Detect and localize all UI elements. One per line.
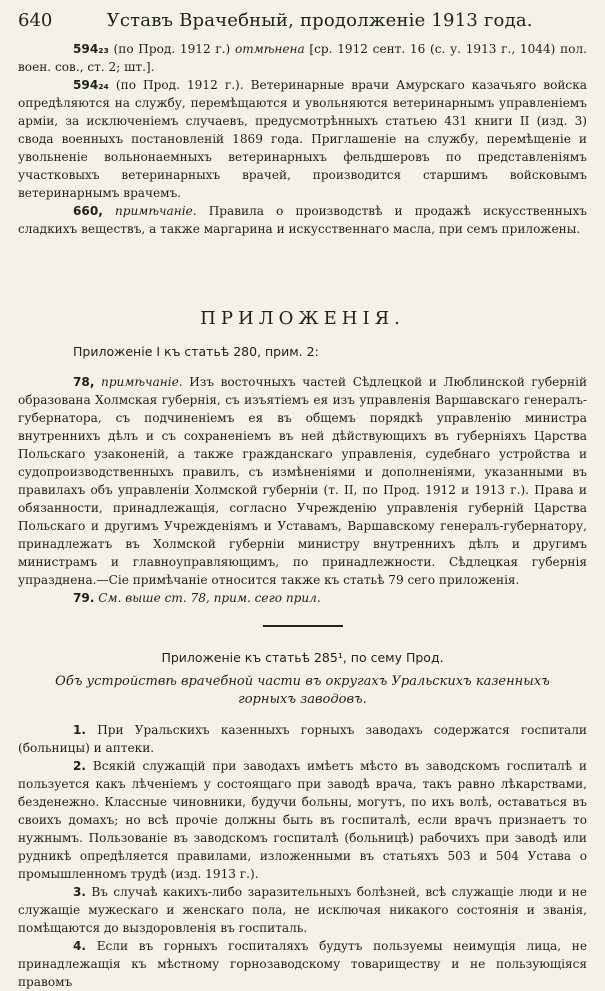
paragraph-text: (по Прод. 1912 г.) <box>113 42 235 56</box>
section-divider <box>263 625 343 627</box>
article-number: 78, <box>73 375 95 389</box>
paragraph-italic: примѣчаніе. <box>101 375 183 389</box>
paragraph-text: (по Прод. 1912 г.). Ветеринарные врачи Амурскаго казачьяго войска опредѣляются на службу, перемѣщаются и увольняются ветеринарнымъ управленіемъ арміи, за исключеніемъ случаевъ, предусмотрѣнныхъ статьею 431 книги II (изд. 3) свода военныхъ постановленій 1869 года. Приглашеніе на службу, перемѣщеніе и увольненіе вольнонаемныхъ ветеринарныхъ фельдшеровъ по представленіямъ участковыхъ ветеринарныхъ врачей, производится старшимъ войсковымъ ветеринарнымъ врачемъ. <box>18 78 587 200</box>
section-title: ПРИЛОЖЕНІЯ. <box>200 308 405 329</box>
list-item <box>18 883 587 937</box>
article-number: 79. <box>73 591 95 605</box>
paragraph-text: Правила о производствѣ и продажѣ искусственныхъ сладкихъ веществъ, а также маргарина и искусственнаго масла, при семъ приложены. <box>18 204 587 236</box>
article-number: 660, <box>73 204 103 218</box>
page-number: 640 <box>18 9 53 31</box>
paragraph-text: Изъ восточныхъ частей Сѣдлецкой и Люблинской губерній образована Холмская губернія, съ изъятіемъ ея изъ управленія Варшавскаго генералъ-губернатора, съ подчиненіемъ ея въ общемъ порядкѣ управленію министра внутреннихъ дѣлъ и съ сохраненіемъ въ ней дѣйствующихъ въ губерніяхъ Царства Польскаго узаконеній, а также гражданскаго управленія, судебнаго устройства и судопроизводственныхъ правилъ, съ измѣненіями и дополненіями, указанными въ правилахъ объ управленіи Холмской губерніи (т. II, по Прод. 1912 и 1913 г.). Права и обязанности, принадлежащія, согласно Учрежденію управленія губерній Царства Польскаго и другимъ Учрежденіямъ и Уставамъ, Варшавскому генералъ-губернатору, принадлежатъ въ Холмской губерніи министру внутреннихъ дѣлъ и другимъ министрамъ и главноуправляющимъ, по принадлежности. Сѣдлецкая губернія упразднена.—Сіе примѣчаніе относится также къ статьѣ 79 сего приложенія. <box>18 375 587 587</box>
item-text: При Уральскихъ казенныхъ горныхъ заводахъ содержатся госпитали (больницы) и аптеки. <box>18 723 587 755</box>
paragraph-text: [ср. 1912 сент. 16 (с. у. 1913 г., 1044) пол. воен. сов., ст. 2; шт.]. <box>18 42 587 74</box>
item-text: Въ случаѣ какихъ-либо заразительныхъ болѣзней, всѣ служащіе люди и не служащіе мужескаго и женскаго пола, не исключая никакого состоянія и званія, помѣщаются до выздоровленія въ госпиталь. <box>18 885 587 935</box>
item-number: 2. <box>73 759 87 773</box>
appendix-2-title: Приложеніе къ статьѣ 285¹, по сему Прод. <box>161 650 444 665</box>
item-number: 1. <box>73 723 87 737</box>
paragraph-660 <box>18 202 587 238</box>
appendix-1-title: Приложеніе I къ статьѣ 280, прим. 2: <box>73 344 319 359</box>
item-text: Всякій служащій при заводахъ имѣетъ мѣсто въ заводскомъ госпиталѣ и пользуется какъ лѣченіемъ у состоящаго при заводѣ врача, такъ равно лѣкарствами, безденежно. Классные чиновники, будучи больны, могутъ, по ихъ волѣ, оставаться въ своихъ домахъ; но всѣ прочіе должны быть въ госпиталѣ, если врачъ признаетъ то нужнымъ. Пользованіе въ заводскомъ госпиталѣ (больницѣ) рабочихъ при заводѣ или рудникѣ опредѣляется правилами, изложенными въ статьяхъ 503 и 504 Устава о промышленномъ трудѣ (изд. 1913 г.). <box>18 759 587 881</box>
running-title: Уставъ Врачебный, продолженіе 1913 года. <box>106 9 533 31</box>
paragraph-594-23 <box>18 40 587 76</box>
list-item <box>18 757 587 883</box>
item-text: Если въ горныхъ госпиталяхъ будутъ пользуемы неимущія лица, не принадлежащія къ мѣстному горнозаводскому товариществу и не пользующіяся правомъ <box>18 939 587 989</box>
paragraph-italic: См. выше ст. 78, прим. сего прил. <box>98 591 321 605</box>
article-number: 594₂₃ <box>73 42 109 56</box>
paragraph-italic: примѣчаніе. <box>114 204 197 218</box>
paragraph-79 <box>18 589 587 607</box>
page-header <box>18 0 587 40</box>
item-number: 3. <box>73 885 87 899</box>
paragraph-78 <box>18 373 587 589</box>
list-item <box>18 937 587 991</box>
item-number: 4. <box>73 939 87 953</box>
appendix-2-items <box>18 721 587 991</box>
article-number: 594₂₄ <box>73 78 109 92</box>
list-item <box>18 721 587 757</box>
appendix-2-subtitle: Объ устройствѣ врачебной части въ округахъ Уральскихъ казенныхъ горныхъ заводовъ. <box>55 674 550 707</box>
paragraph-594-24 <box>18 76 587 202</box>
paragraph-italic: отмѣнена <box>234 42 305 56</box>
